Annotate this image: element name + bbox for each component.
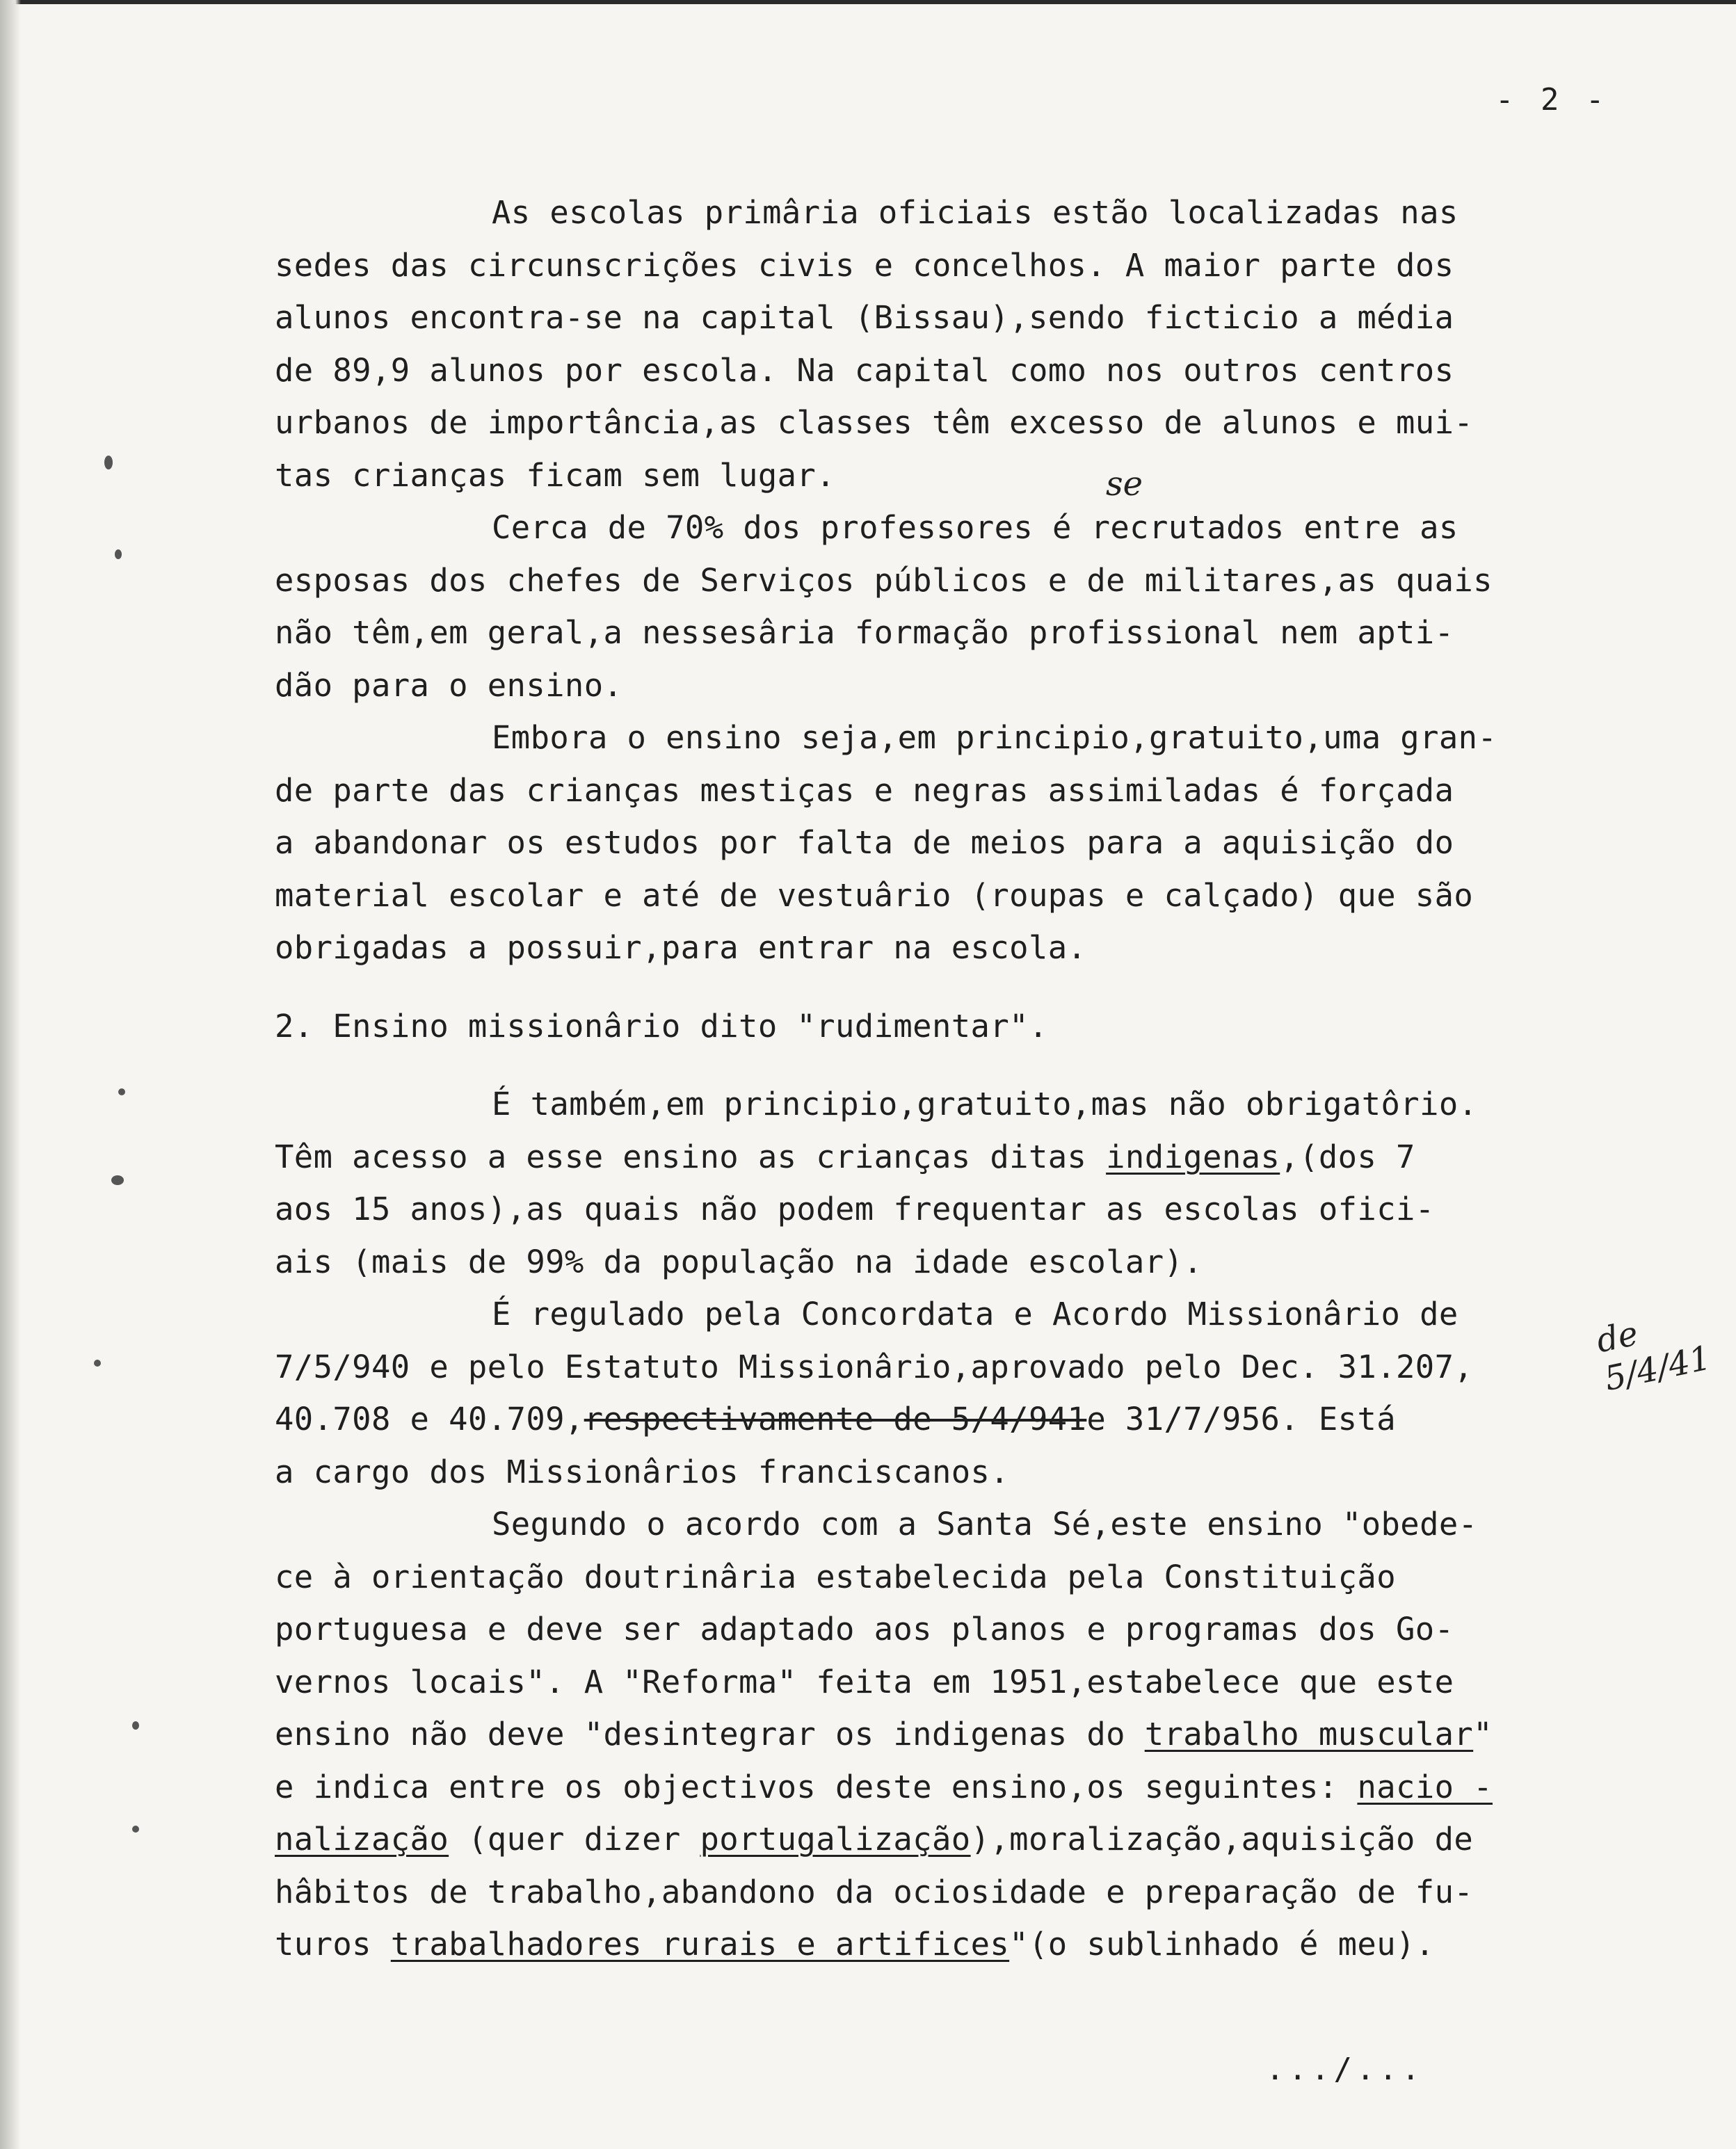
underlined-text: indigenas xyxy=(1106,1138,1280,1175)
text-segment: 40.708 e 40.709, xyxy=(275,1401,584,1438)
text-line xyxy=(275,1603,1631,1656)
text-segment: de 89,9 alunos por escola. Na capital como nos outros centros xyxy=(275,351,1454,389)
page-number: - 2 - xyxy=(1495,82,1609,118)
text-line xyxy=(275,1708,1631,1761)
handwritten-margin-note: de 5/4/41 xyxy=(1593,1314,1714,1399)
text-segment: 2. Ensino missionârio dito "rudimentar". xyxy=(275,1007,1048,1045)
text-line xyxy=(275,1761,1631,1814)
text-line xyxy=(275,1078,1631,1131)
text-segment: a cargo dos Missionârios franciscanos. xyxy=(275,1453,1010,1490)
text-segment: dão para o ensino. xyxy=(275,666,623,704)
text-segment: (quer dizer xyxy=(449,1821,700,1858)
underlined-text: trabalhadores rurais e artifices xyxy=(390,1926,1010,1963)
scan-speck xyxy=(115,549,122,559)
text-line xyxy=(275,1656,1631,1709)
text-segment: material escolar e até de vestuârio (roupas e calçado) que são xyxy=(275,876,1474,914)
text-segment: ce à orientação doutrinâria estabelecida pela Constituição xyxy=(275,1558,1397,1595)
text-segment: aos 15 anos),as quais não podem frequentar as escolas ofici- xyxy=(275,1191,1435,1228)
continuation-mark: .../... xyxy=(1266,2052,1424,2087)
text-line xyxy=(275,396,1631,449)
body-text xyxy=(275,186,1631,1971)
text-segment: urbanos de importância,as classes têm excesso de alunos e mui- xyxy=(275,404,1474,441)
struck-text: respectivamente de 5/4/941 xyxy=(584,1401,1087,1438)
text-segment: ),moralização,aquisição de xyxy=(970,1821,1474,1858)
text-segment: Segundo o acordo com a Santa Sé,este ensino "obede- xyxy=(492,1506,1478,1543)
text-segment: As escolas primâria oficiais estão localizadas nas xyxy=(492,194,1458,231)
text-line xyxy=(275,449,1631,502)
text-segment: turos xyxy=(275,1926,391,1963)
text-line xyxy=(275,554,1631,607)
underlined-text: nacio - xyxy=(1357,1768,1493,1805)
text-segment: Têm acesso a esse ensino as crianças ditas xyxy=(275,1138,1107,1175)
underlined-text: nalização xyxy=(275,1821,449,1858)
scan-top-edge xyxy=(0,0,1736,4)
text-line xyxy=(275,1236,1631,1289)
text-segment: "(o sublinhado é meu). xyxy=(1009,1926,1435,1963)
text-line xyxy=(275,1288,1631,1341)
text-segment: ais (mais de 99% da população na idade escolar). xyxy=(275,1243,1203,1280)
text-line xyxy=(275,606,1631,659)
text-line xyxy=(275,501,1631,554)
text-segment: 7/5/940 e pelo Estatuto Missionârio,aprovado pelo Dec. 31.207, xyxy=(275,1348,1474,1385)
text-segment: ensino não deve "desintegrar os indigenas do xyxy=(275,1716,1145,1753)
text-segment: não têm,em geral,a nessesâria formação profissional nem apti- xyxy=(275,614,1454,651)
paragraph-gap xyxy=(275,974,1631,1000)
scan-speck xyxy=(94,1360,101,1367)
text-line xyxy=(275,659,1631,712)
paragraph-gap xyxy=(275,1052,1631,1078)
text-segment: e indica entre os objectivos deste ensino,os seguintes: xyxy=(275,1768,1358,1805)
text-line xyxy=(275,1446,1631,1499)
text-line xyxy=(275,711,1631,764)
text-segment: portuguesa e deve ser adaptado aos planos e programas dos Go- xyxy=(275,1611,1454,1648)
text-line xyxy=(275,239,1631,292)
text-line xyxy=(275,1183,1631,1236)
text-line xyxy=(275,1498,1631,1551)
text-segment: de parte das crianças mestiças e negras assimiladas é forçada xyxy=(275,771,1454,809)
underlined-text: trabalho muscular xyxy=(1144,1716,1474,1753)
text-line xyxy=(275,1131,1631,1184)
text-line xyxy=(275,816,1631,869)
text-segment: É regulado pela Concordata e Acordo Missionârio de xyxy=(492,1296,1458,1333)
text-segment: a abandonar os estudos por falta de meios para a aquisição do xyxy=(275,824,1454,861)
text-segment: Cerca de 70% dos professores é recrutados entre as xyxy=(492,509,1458,546)
scan-speck xyxy=(118,1088,125,1095)
text-line xyxy=(275,344,1631,397)
text-segment: sedes das circunscrições civis e concelhos. A maior parte dos xyxy=(275,246,1454,284)
text-segment: É também,em principio,gratuito,mas não obrigatôrio. xyxy=(492,1086,1478,1122)
scan-speck xyxy=(132,1826,139,1833)
handwritten-correction: se xyxy=(1106,465,1143,504)
text-line xyxy=(275,1918,1631,1971)
text-segment: Embora o ensino seja,em principio,gratuito,uma gran- xyxy=(492,719,1497,756)
text-line xyxy=(275,186,1631,239)
text-line xyxy=(275,1393,1631,1446)
text-line xyxy=(275,1813,1631,1866)
text-line xyxy=(275,764,1631,817)
scan-speck xyxy=(104,456,113,469)
text-segment: e 31/7/956. Está xyxy=(1086,1401,1397,1438)
text-line xyxy=(275,869,1631,922)
text-line xyxy=(275,1000,1631,1053)
scan-left-edge xyxy=(0,0,21,2149)
text-segment: tas crianças ficam sem lugar. xyxy=(275,456,836,494)
text-line xyxy=(275,1341,1631,1394)
text-segment: vernos locais". A "Reforma" feita em 1951,estabelece que este xyxy=(275,1663,1454,1700)
scan-speck xyxy=(132,1721,139,1730)
text-segment: hâbitos de trabalho,abandono da ociosidade e preparação de fu- xyxy=(275,1873,1474,1910)
text-segment: esposas dos chefes de Serviços públicos e de militares,as quais xyxy=(275,561,1493,599)
underlined-text: portugalização xyxy=(700,1821,971,1858)
scan-speck xyxy=(111,1175,124,1185)
text-line xyxy=(275,1551,1631,1604)
text-segment: alunos encontra-se na capital (Bissau),sendo ficticio a média xyxy=(275,299,1454,336)
text-line xyxy=(275,1866,1631,1919)
text-segment: " xyxy=(1473,1716,1493,1753)
text-segment: obrigadas a possuir,para entrar na escola. xyxy=(275,929,1087,966)
text-segment: ,(dos 7 xyxy=(1280,1138,1415,1175)
text-line xyxy=(275,921,1631,974)
text-line xyxy=(275,291,1631,344)
